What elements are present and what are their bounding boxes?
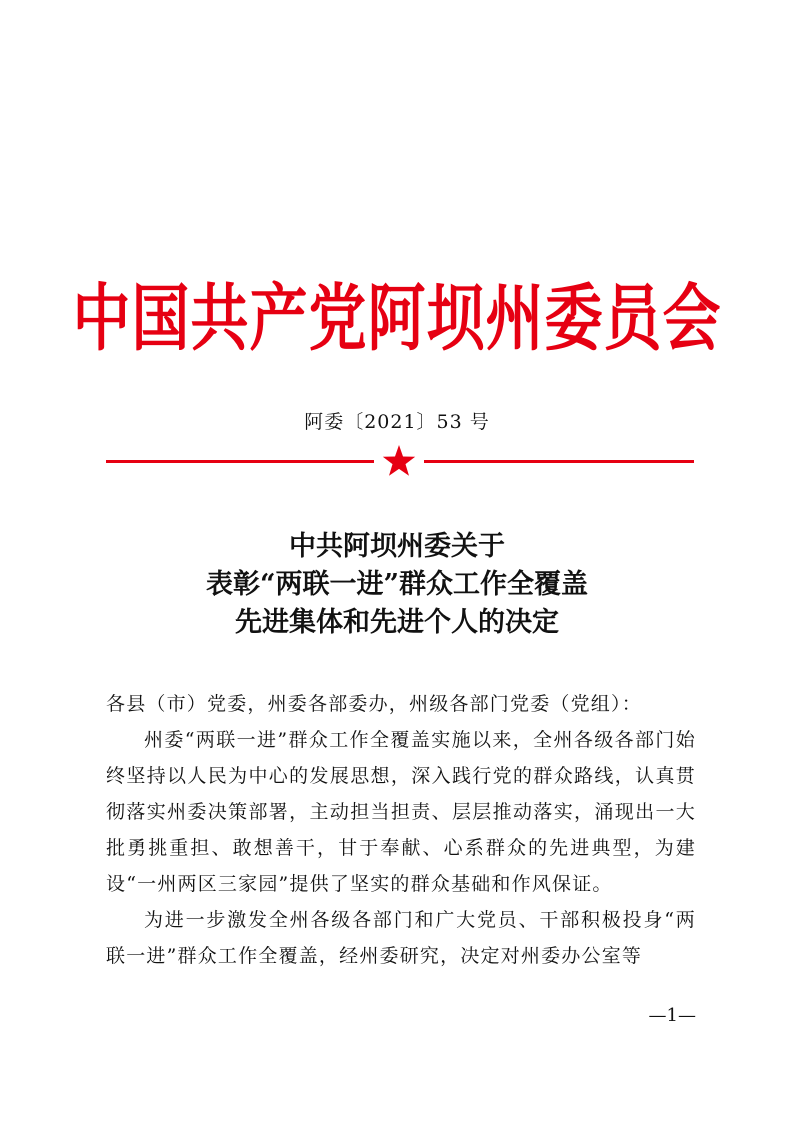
document-title bbox=[0, 528, 794, 642]
title-line-3: 先进集体和先进个人的决定 bbox=[235, 607, 559, 638]
body-paragraph-2: 为进一步激发全州各级各部门和广大党员、干部积极投身“两联一进”群众工作全覆盖，经州委研究，决定对州委办公室等 bbox=[106, 909, 696, 967]
red-rule-left bbox=[106, 460, 374, 463]
document-body bbox=[106, 686, 696, 974]
title-line-2: 表彰“两联一进”群众工作全覆盖 bbox=[205, 569, 589, 600]
document-number: 阿委〔2021〕53 号 bbox=[304, 411, 490, 433]
red-rule-right bbox=[424, 460, 694, 463]
body-paragraph-1: 州委“两联一进”群众工作全覆盖实施以来，全州各级各部门始终坚持以人民为中心的发展思想，深入践行党的群众路线，认真贯彻落实州委决策部署，主动担当担责、层层推动落实，涌现出一大批勇挑重担、敢想善干，甘于奉献、心系群众的先进典型，为建设“一州两区三家园”提供了坚实的群众基础和作风保证。 bbox=[106, 729, 696, 895]
page-number: —1— bbox=[648, 1005, 696, 1026]
title-line-1: 中共阿坝州委关于 bbox=[289, 531, 505, 562]
masthead-title bbox=[0, 262, 794, 375]
salutation: 各县（市）党委，州委各部委办，州级各部门党委（党组）： bbox=[106, 693, 642, 715]
star-icon bbox=[382, 444, 416, 478]
masthead-text: 中国共产党阿坝州委员会 bbox=[72, 275, 722, 361]
